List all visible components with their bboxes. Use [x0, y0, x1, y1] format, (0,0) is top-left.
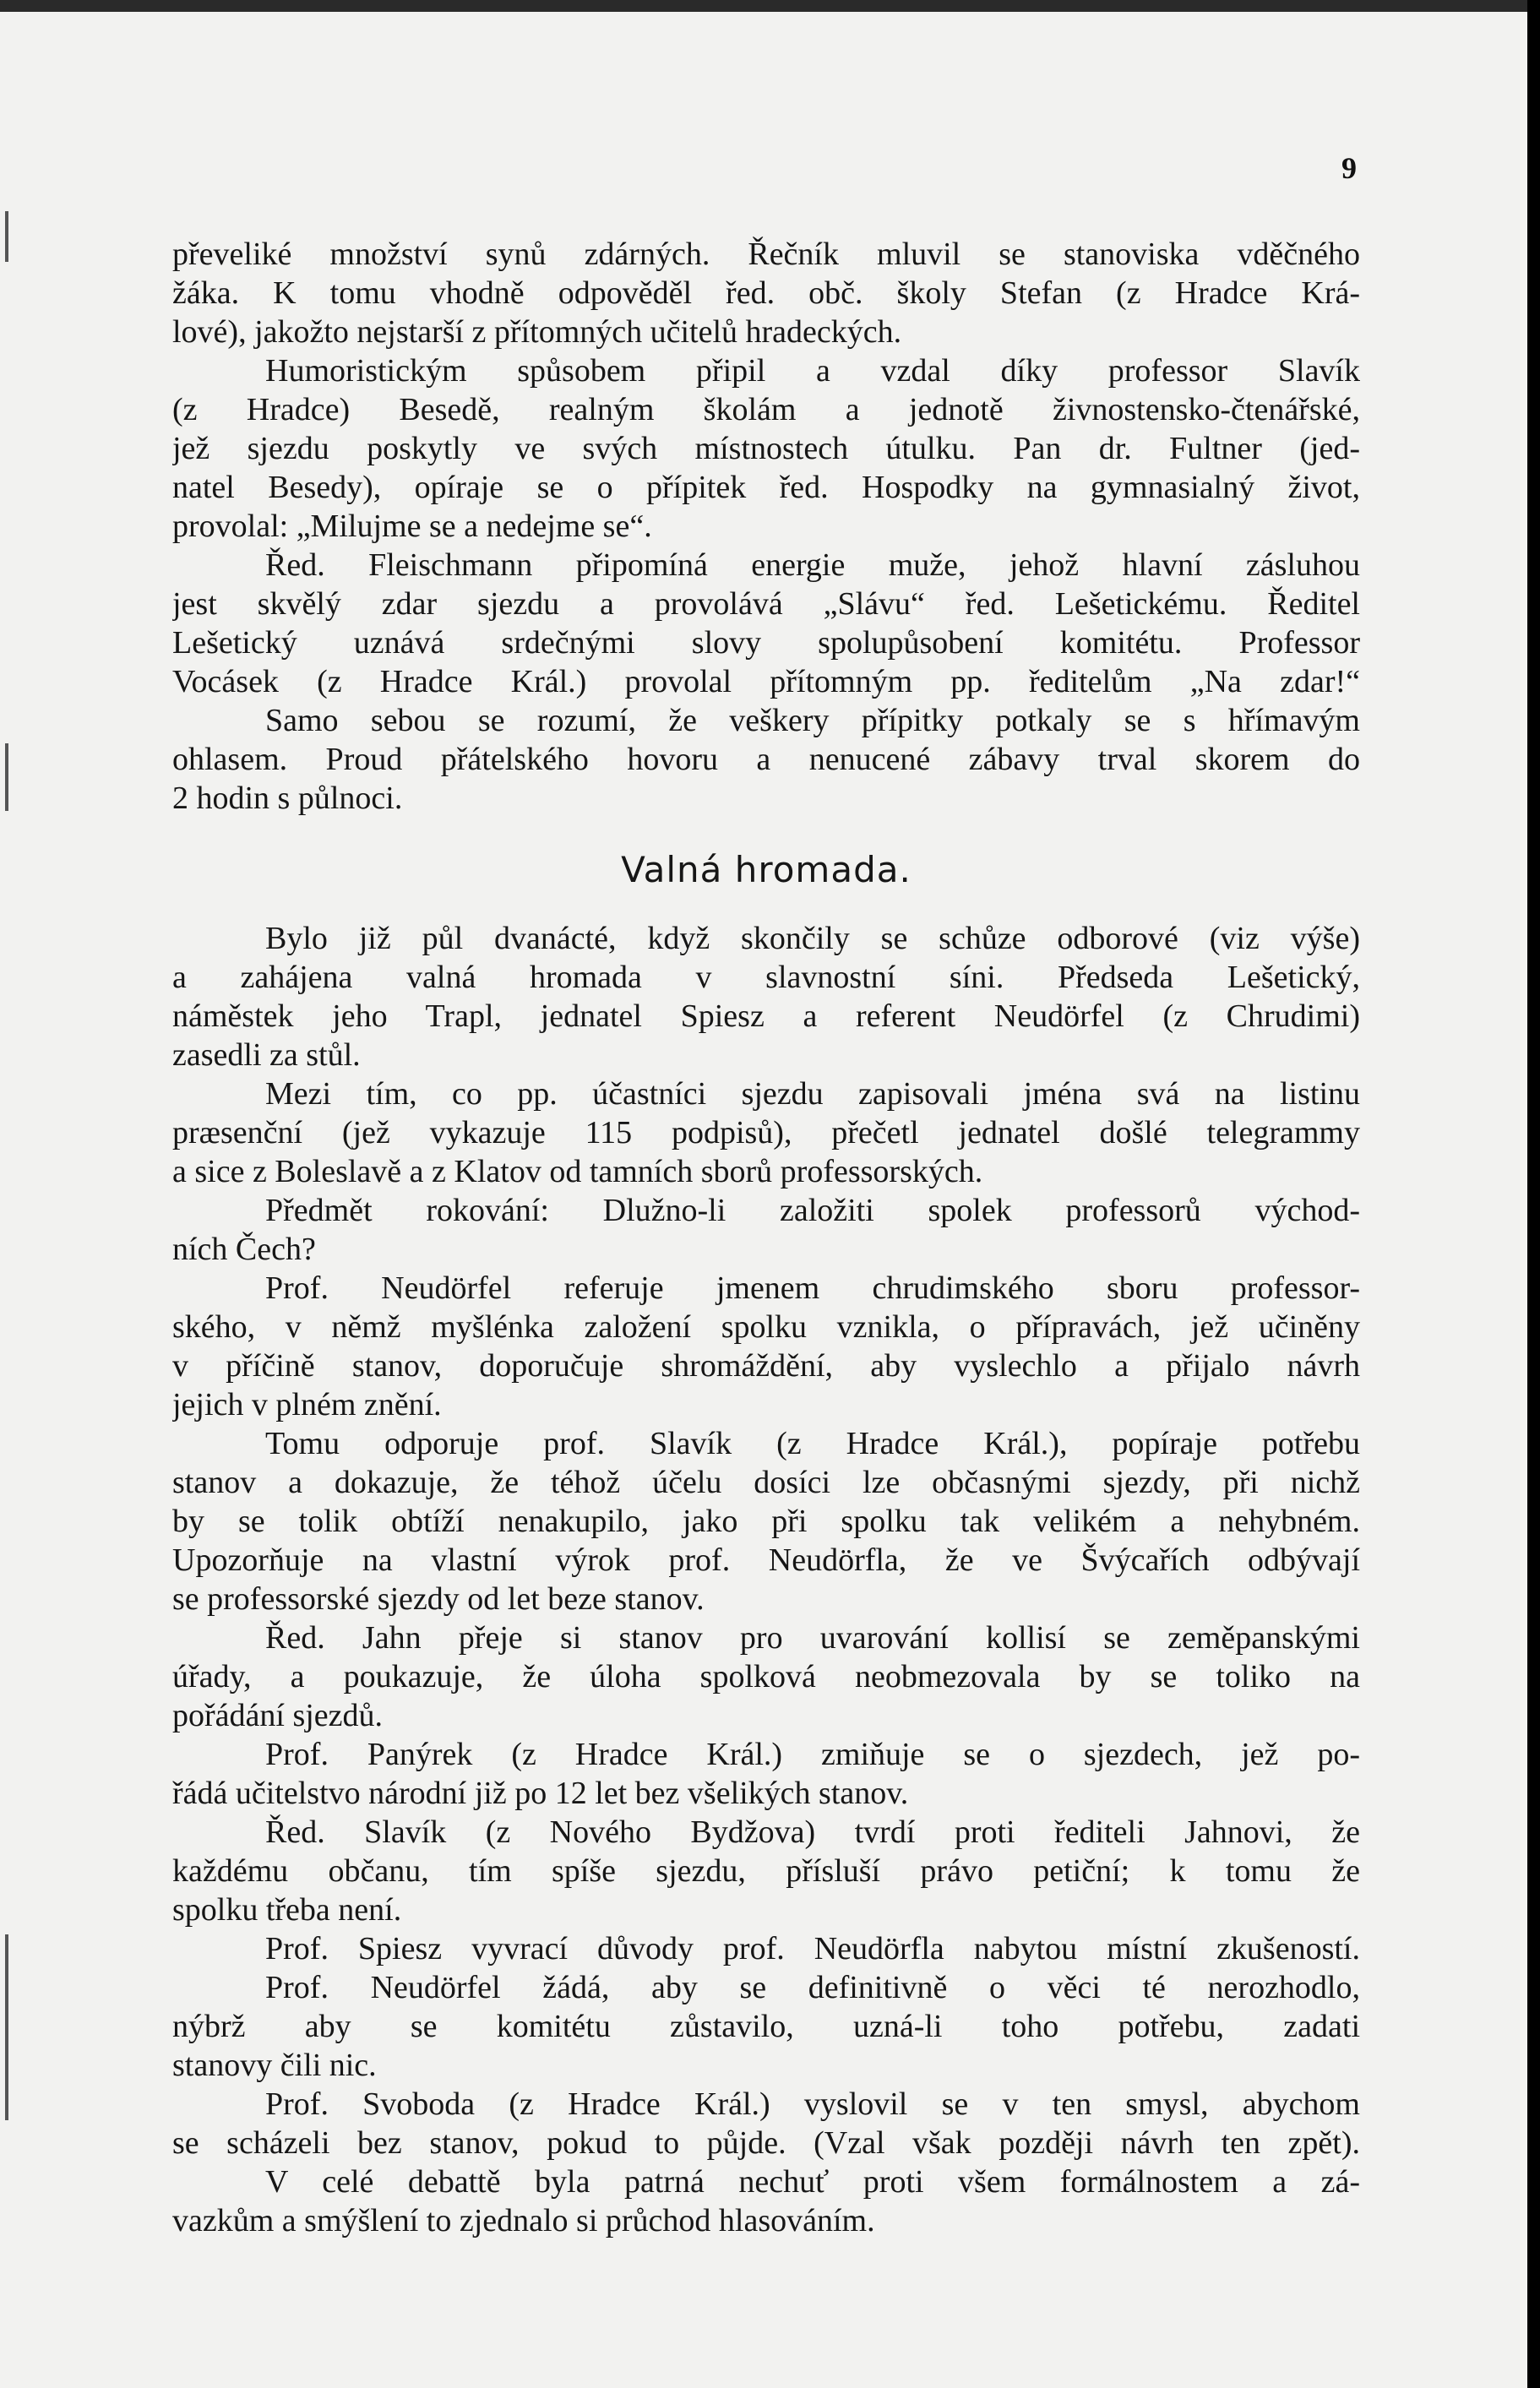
text-line: stanovy čili nic. [172, 2048, 377, 2083]
text-line: spolku třeba není. [172, 1892, 402, 1928]
text-line: præsenční (jež vykazuje 115 podpisů), přečetl jednatel došlé telegrammy [172, 1115, 1360, 1150]
text-line: V celé debattě byla patrná nechuť proti všem formálnostem a zá- [265, 2164, 1360, 2200]
text-line: by se tolik obtíží nenakupilo, jako při spolku tak velikém a nehybném. [172, 1504, 1360, 1539]
text-line: řádá učitelstvo národní již po 12 let bez všelikých stanov. [172, 1776, 909, 1811]
text-line: Bylo již půl dvanácté, když skončily se schůze odborové (viz výše) [265, 921, 1360, 956]
text-line: úřady, a poukazuje, že úloha spolková neobmezovala by se toliko na [172, 1659, 1360, 1694]
text-line: 2 hodin s půlnoci. [172, 781, 403, 816]
text-line: lové), jakožto nejstarší z přítomných učitelů hradeckých. [172, 314, 902, 350]
text-line: Samo sebou se rozumí, že veškery přípitky potkaly se s hřímavým [265, 703, 1360, 738]
scan-edge-right [1527, 0, 1540, 2388]
text-line: a sice z Boleslavě a z Klatov od tamních sborů professorských. [172, 1154, 983, 1189]
text-line: žáka. K tomu vhodně odpověděl řed. obč. školy Stefan (z Hradce Krá- [172, 275, 1360, 311]
text-line: Lešetický uznává srdečnými slovy spolupůsobení komitétu. Professor [172, 625, 1360, 661]
scan-edge-top [0, 0, 1527, 12]
text-line: Mezi tím, co pp. účastníci sjezdu zapisovali jména svá na listinu [265, 1076, 1360, 1112]
text-line: provolal: „Milujme se a nedejme se“. [172, 509, 652, 544]
text-line: Prof. Panýrek (z Hradce Král.) zmiňuje se o sjezdech, jež po- [265, 1737, 1360, 1772]
text-line: Řed. Slavík (z Nového Bydžova) tvrdí proti řediteli Jahnovi, že [265, 1814, 1360, 1850]
text-line: ského, v němž myšlénka založení spolku vznikla, o přípravách, jež učiněny [172, 1309, 1360, 1345]
section-heading: Valná hromada. [621, 849, 911, 890]
text-line: Řed. Jahn přeje si stanov pro uvarování kollisí se zeměpanskými [265, 1620, 1360, 1656]
text-line: vazkům a smýšlení to zjednalo si průchod hlasováním. [172, 2203, 875, 2238]
margin-mark [5, 1934, 8, 2120]
text-line: Prof. Spiesz vyvrací důvody prof. Neudörfla nabytou místní zkušeností. [265, 1931, 1360, 1966]
text-line: Tomu odporuje prof. Slavík (z Hradce Král.), popíraje potřebu [265, 1426, 1360, 1461]
body-text [172, 235, 1360, 2240]
text-line: převeliké množství synů zdárných. Řečník mluvil se stanoviska vděčného [172, 237, 1360, 272]
margin-mark [5, 211, 8, 262]
text-line: Prof. Svoboda (z Hradce Král.) vyslovil se v ten smysl, abychom [265, 2086, 1360, 2122]
text-line: natel Besedy), opíraje se o přípitek řed. Hospodky na gymnasialný život, [172, 470, 1360, 505]
text-line: ních Čech? [172, 1232, 316, 1267]
page-number: 9 [1341, 151, 1357, 185]
text-line: se scházeli bez stanov, pokud to půjde. (Vzal však později návrh ten zpět). [172, 2125, 1360, 2161]
text-line: (z Hradce) Besedě, realným školám a jednotě živnostensko-čtenářské, [172, 392, 1360, 427]
text-line: Předmět rokování: Dlužno-li založiti spolek professorů východ- [265, 1193, 1360, 1228]
text-line: zasedli za stůl. [172, 1037, 361, 1073]
text-line: každému občanu, tím spíše sjezdu, přísluší právo petiční; k tomu že [172, 1853, 1360, 1889]
text-line: jež sjezdu poskytly ve svých místnostech útulku. Pan dr. Fultner (jed- [172, 431, 1360, 466]
section-toasts [172, 235, 1360, 818]
section-general-assembly [172, 919, 1360, 2240]
text-line: Humoristickým spůsobem připil a vzdal díky professor Slavík [265, 353, 1360, 389]
text-line: jejich v plném znění. [172, 1387, 442, 1422]
text-line: Upozorňuje na vlastní výrok prof. Neudörfla, že ve Švýcařích odbývají [172, 1542, 1360, 1578]
text-line: v příčině stanov, doporučuje shromáždění, aby vyslechlo a přijalo návrh [172, 1348, 1360, 1384]
text-line: stanov a dokazuje, že téhož účelu dosíci lze občasnými sjezdy, při nichž [172, 1465, 1360, 1500]
text-line: nýbrž aby se komitétu zůstavilo, uzná-li toho potřebu, zadati [172, 2009, 1360, 2044]
text-line: náměstek jeho Trapl, jednatel Spiesz a referent Neudörfel (z Chrudimi) [172, 998, 1360, 1034]
margin-mark [5, 743, 8, 811]
text-line: a zahájena valná hromada v slavnostní síni. Předseda Lešetický, [172, 960, 1360, 995]
text-line: Prof. Neudörfel referuje jmenem chrudimského sboru professor- [265, 1270, 1360, 1306]
text-line: ohlasem. Proud přátelského hovoru a nenucené zábavy trval skorem do [172, 742, 1360, 777]
text-line: Řed. Fleischmann připomíná energie muže, jehož hlavní zásluhou [265, 547, 1360, 583]
text-line: pořádání sjezdů. [172, 1698, 384, 1733]
text-line: Vocásek (z Hradce Král.) provolal přítomným pp. ředitelům „Na zdar!“ [172, 664, 1360, 699]
text-line: se professorské sjezdy od let beze stanov. [172, 1581, 705, 1617]
text-line: jest skvělý zdar sjezdu a provolává „Slávu“ řed. Lešetickému. Ředitel [172, 586, 1360, 622]
text-line: Prof. Neudörfel žádá, aby se definitivně o věci té nerozhodlo, [265, 1970, 1360, 2005]
